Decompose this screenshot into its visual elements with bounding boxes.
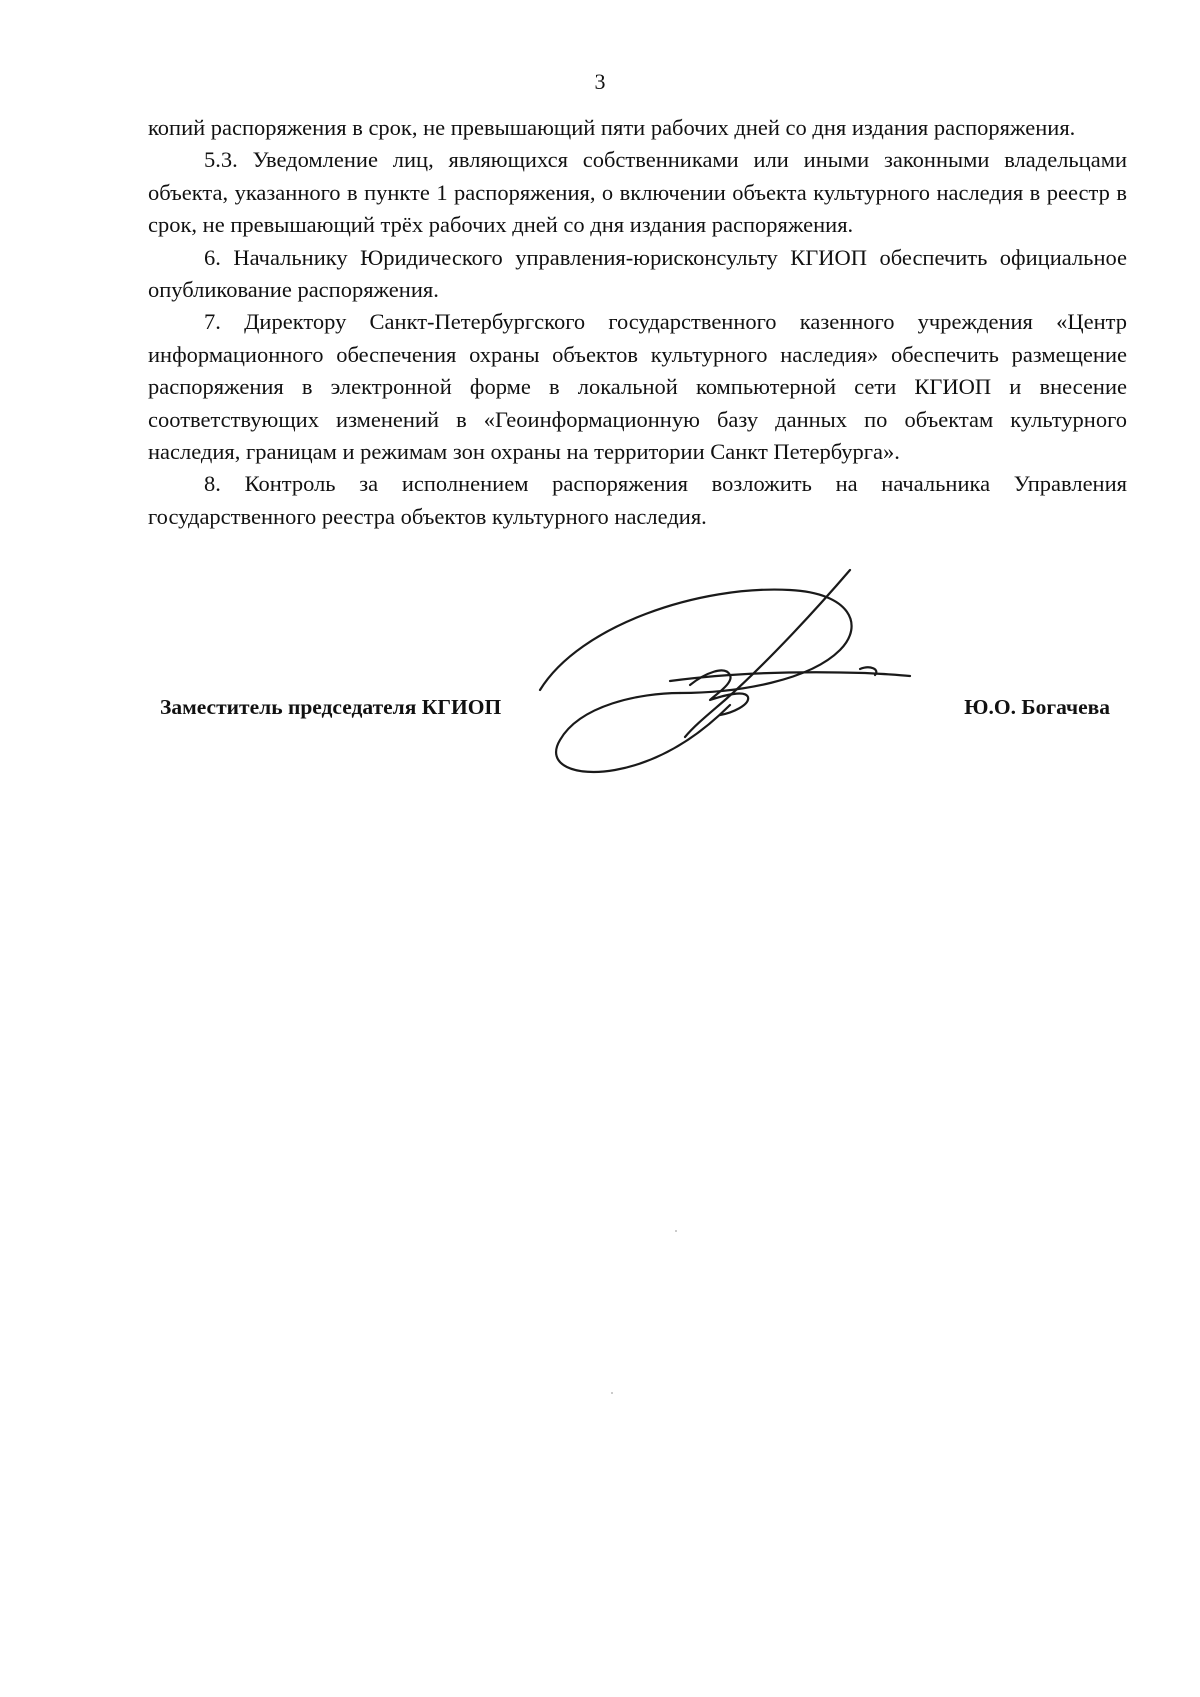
signatory-position: Заместитель председателя КГИОП: [160, 695, 502, 719]
signatory-name: Ю.О. Богачева: [964, 695, 1110, 719]
scan-speck: [611, 1392, 613, 1394]
document-body: [148, 112, 1127, 533]
scan-speck: [675, 1230, 677, 1232]
paragraph-8: 8. Контроль за исполнением распоряжения возложить на начальника Управления государственного реестра объектов культурного наследия.: [148, 471, 1127, 529]
paragraph-6: 6. Начальнику Юридического управления-юрисконсульту КГИОП обеспечить официальное опубликование распоряжения.: [148, 244, 1127, 303]
paragraph-continuation: копий распоряжения в срок, не превышающий пяти рабочих дней со дня издания распоряжения.: [148, 115, 1076, 140]
page-number: 3: [594, 69, 606, 94]
handwritten-signature: [520, 565, 950, 790]
paragraph-5-3: 5.3. Уведомление лиц, являющихся собственниками или иными законными владельцами объекта, указанного в пункте 1 распоряжения, о включении объекта культурного наследия в реестр в срок, не превышающий трёх рабочих дней со дня издания распоряжения.: [148, 147, 1127, 238]
paragraph-7: 7. Директору Санкт-Петербургского государственного казенного учреждения «Центр информационного обеспечения охраны объектов культурного наследия» обеспечить размещение распоряжения в электронной форме в локальной компьютерной сети КГИОП и внесение соответствующих изменений в «Геоинформационную базу данных по объектам культурного наследия, границам и режимам зон охраны на территории Санкт Петербурга».: [148, 309, 1127, 465]
